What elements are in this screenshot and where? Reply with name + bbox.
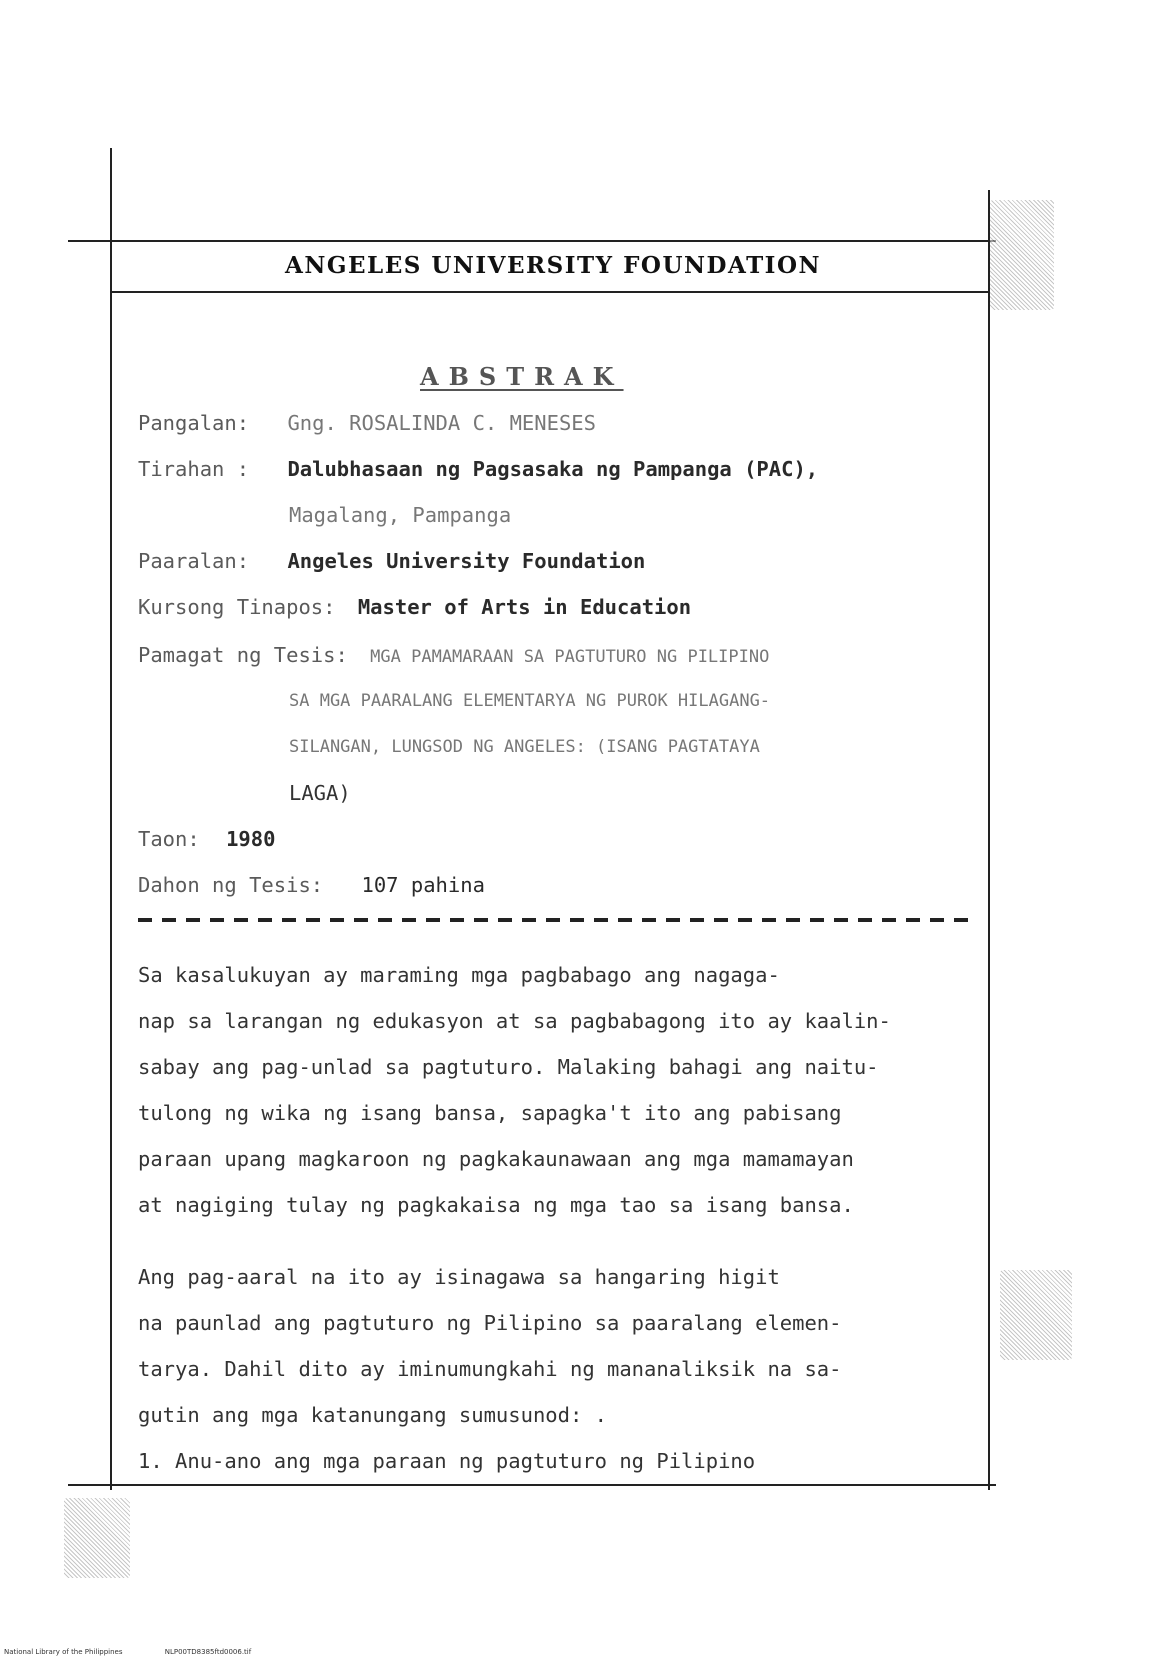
paragraph1-line3: sabay ang pag-unlad sa pagtuturo. Malaking bahagi ang naitu- (138, 1055, 879, 1079)
pamagat-line1: MGA PAMAMARAAN SA PAGTUTURO NG PILIPINO (370, 647, 770, 667)
footer-library: National Library of the Philippines (4, 1648, 123, 1656)
pamagat-line4: LAGA) (289, 781, 351, 805)
field-dahon (138, 872, 485, 898)
pamagat-line3: SILANGAN, LUNGSOD NG ANGELES: (ISANG PAGTATAYA (289, 737, 760, 757)
scan-footer-note (4, 1648, 251, 1656)
field-pamagat (138, 642, 769, 670)
institution-header: ANGELES UNIVERSITY FOUNDATION (284, 252, 821, 279)
paragraph2-line4: gutin ang mga katanungang sumusunod: . (138, 1403, 607, 1427)
pangalan-label: Pangalan: (138, 411, 250, 435)
paragraph2-line2: na paunlad ang pagtuturo ng Pilipino sa paaralang elemen- (138, 1311, 842, 1335)
paragraph1-line1: Sa kasalukuyan ay maraming mga pagbabago ang nagaga- (138, 963, 780, 987)
paaralan-label: Paaralan: (138, 549, 250, 573)
field-kurso (138, 594, 691, 620)
tirahan-value-line2: Magalang, Pampanga (289, 503, 512, 527)
field-tirahan (138, 456, 818, 482)
document-title: ABSTRAK (420, 362, 624, 391)
paragraph1-line4: tulong ng wika ng isang bansa, sapagka't ito ang pabisang (138, 1101, 842, 1125)
frame-right-line (988, 190, 990, 1490)
paaralan-value: Angeles University Foundation (287, 549, 646, 573)
kurso-value: Master of Arts in Education (357, 595, 692, 619)
paragraph1-line2: nap sa larangan ng edukasyon at sa pagbabagong ito ay kaalin- (138, 1009, 891, 1033)
field-pangalan (138, 410, 596, 436)
dahon-label: Dahon ng Tesis: (138, 873, 324, 897)
taon-value: 1980 (226, 827, 276, 851)
scan-noise-bottom-left (64, 1498, 130, 1578)
pamagat-line2: SA MGA PAARALANG ELEMENTARYA NG PUROK HILAGANG- (289, 691, 771, 711)
footer-rule (68, 1484, 996, 1486)
field-taon (138, 826, 275, 852)
tirahan-label: Tirahan : (138, 457, 250, 481)
taon-label: Taon: (138, 827, 200, 851)
header-top-rule (68, 240, 996, 242)
pamagat-label: Pamagat ng Tesis: (138, 643, 348, 667)
footer-file: NLP00TD8385ftd0006.tif (164, 1648, 252, 1656)
kurso-label: Kursong Tinapos: (138, 595, 336, 619)
tirahan-value-line1: Dalubhasaan ng Pagsasaka ng Pampanga (PAC), (287, 457, 819, 481)
list-item-1: 1. Anu-ano ang mga paraan ng pagtuturo ng Pilipino (138, 1449, 756, 1473)
field-paaralan (138, 548, 645, 574)
paragraph1-line6: at nagiging tulay ng pagkakaisa ng mga tao sa isang bansa. (138, 1193, 854, 1217)
dahon-value: 107 pahina (361, 873, 485, 897)
scan-noise-top-right (990, 200, 1054, 310)
paragraph2-line3: tarya. Dahil dito ay iminumungkahi ng mananaliksik na sa- (138, 1357, 842, 1381)
frame-left-line (110, 148, 112, 1490)
paragraph2-line1: Ang pag-aaral na ito ay isinagawa sa hangaring higit (138, 1265, 780, 1289)
pangalan-value: Gng. ROSALINDA C. MENESES (287, 411, 596, 435)
header-bottom-rule (110, 291, 990, 293)
paragraph1-line5: paraan upang magkaroon ng pagkakaunawaan ang mga mamamayan (138, 1147, 854, 1171)
dashed-separator (138, 918, 970, 922)
scan-noise-mid-right (1000, 1270, 1072, 1360)
